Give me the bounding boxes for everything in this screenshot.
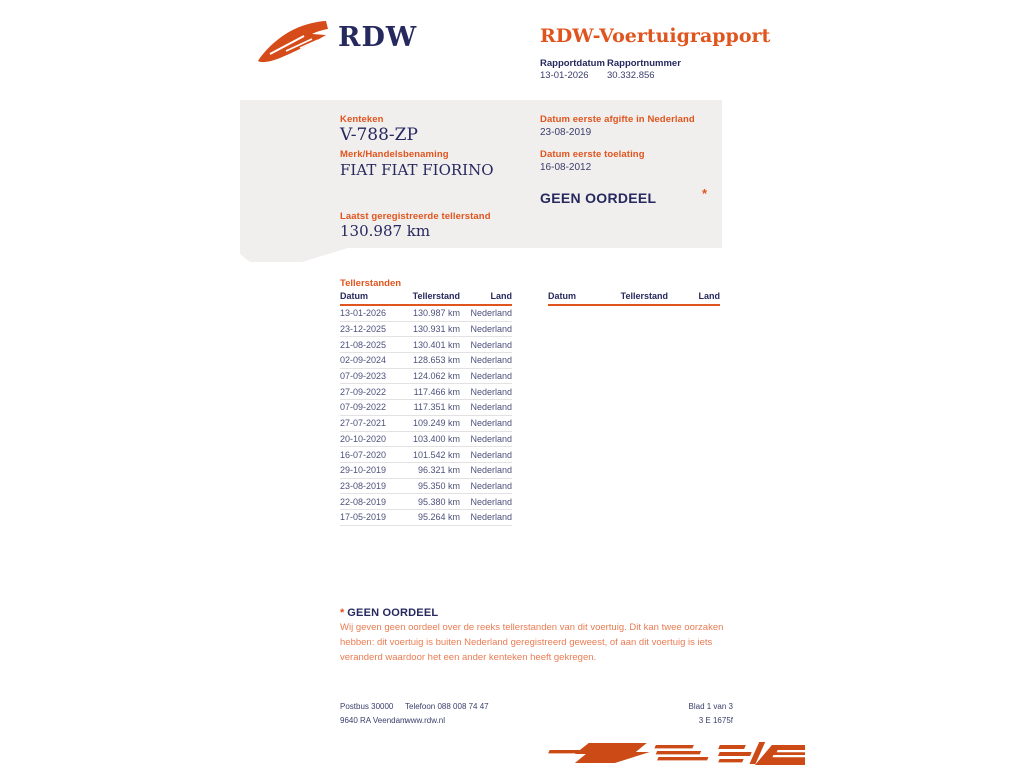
row-date: 02-09-2024 [340,355,387,366]
row-country: Nederland [470,465,512,476]
oordeel-asterisk: * [702,186,708,201]
row-country: Nederland [470,512,512,523]
row-odometer: 124.062 km [412,371,460,382]
footer-form-code: 3 E 1675f [698,716,733,725]
table-row [340,306,512,322]
row-date: 27-09-2022 [340,386,387,397]
row-country: Nederland [470,386,512,397]
afgifte-label: Datum eerste afgifte in Nederland [540,114,695,125]
col-header-datum: Datum [340,291,369,301]
toelating-value: 16-08-2012 [540,162,592,173]
table-row [340,432,512,448]
row-odometer: 117.351 km [413,402,460,413]
footnote-title: GEEN OORDEEL [347,607,439,619]
kenteken-value: V-788-ZP [340,125,418,145]
row-date: 23-12-2025 [340,324,387,335]
report-date-label: Rapportdatum [540,58,605,69]
row-odometer: 96.321 km [417,465,460,476]
footer-page-info [600,700,733,728]
footer-city: 9640 RA Veendam [340,716,407,725]
footer-page-number: Blad 1 van 3 [688,702,733,711]
footnote-asterisk: * [340,607,345,619]
merk-label: Merk/Handelsbenaming [340,149,449,160]
row-odometer: 95.264 km [417,512,460,523]
row-odometer: 130.987 km [412,308,460,319]
row-country: Nederland [470,324,512,335]
table-row [340,463,512,479]
row-country: Nederland [470,418,512,429]
row-date: 29-10-2019 [340,465,387,476]
row-country: Nederland [470,402,512,413]
footer-postbus: Postbus 30000 [340,702,394,711]
table-row [340,494,512,510]
table-row [340,337,512,353]
report-number-label: Rapportnummer [607,58,681,69]
report-date-value: 13-01-2026 [540,70,589,81]
table-row [340,510,512,526]
table-row [340,369,512,385]
row-country: Nederland [470,496,512,507]
row-date: 07-09-2023 [340,371,387,382]
footer-address [340,700,407,728]
row-odometer: 128.653 km [412,355,460,366]
rdw-logo-text: RDW [338,22,418,53]
footer-contact [405,700,489,728]
row-odometer: 95.380 km [417,496,460,507]
row-date: 20-10-2020 [340,433,387,444]
table-row [340,447,512,463]
row-date: 13-01-2026 [340,308,387,319]
col-header-tellerstand: Tellerstand [412,291,460,301]
row-country: Nederland [470,339,512,350]
row-odometer: 101.542 km [412,449,460,460]
row-country: Nederland [470,355,512,366]
row-odometer: 95.350 km [417,480,460,491]
table-header-row [548,291,720,306]
row-odometer: 103.400 km [412,433,460,444]
row-date: 23-08-2019 [340,480,387,491]
row-country: Nederland [470,308,512,319]
footer-phone: Telefoon 088 008 74 47 [405,702,489,711]
laatste-tellerstand-label: Laatst geregistreerde tellerstand [340,211,491,222]
table-row [340,400,512,416]
col-header-land: Land [490,291,512,301]
row-date: 22-08-2019 [340,496,387,507]
merk-value: FIAT FIAT FIORINO [340,161,494,179]
row-country: Nederland [470,449,512,460]
tellerstanden-section-title: Tellerstanden [340,278,402,289]
row-date: 17-05-2019 [340,512,387,523]
report-number-value: 30.332.856 [607,70,655,81]
table-header-row [340,291,512,306]
row-odometer: 117.466 km [413,386,460,397]
row-odometer: 130.401 km [412,339,460,350]
afgifte-value: 23-08-2019 [540,127,592,138]
table-row [340,479,512,495]
col-header-datum: Datum [548,291,577,301]
row-odometer: 130.931 km [412,324,460,335]
footnote-text: Wij geven geen oordeel over de reeks tellerstanden van dit voertuig. Dit kan twee oorzaken hebben: dit voertuig is buiten Nederland geregistreerd geweest, of aan dit voertuig is iets veranderd waardoor het een ander kenteken heeft gekregen. [340,622,724,663]
col-header-land: Land [698,291,720,301]
table-row [340,416,512,432]
row-date: 07-09-2022 [340,402,387,413]
row-country: Nederland [470,480,512,491]
footer-website: www.rdw.nl [405,716,446,725]
speed-stripes-graphic [543,738,805,768]
row-odometer: 109.249 km [412,418,460,429]
footnote-heading [340,603,438,621]
row-country: Nederland [470,371,512,382]
table-row [340,353,512,369]
table-row [340,384,512,400]
rdw-logo-bird-icon [256,18,334,68]
col-header-tellerstand: Tellerstand [620,291,668,301]
table-body [340,306,512,526]
laatste-tellerstand-value: 130.987 km [340,222,431,240]
toelating-label: Datum eerste toelating [540,149,645,160]
oordeel-badge: GEEN OORDEEL [540,190,657,206]
table-row [340,322,512,338]
row-country: Nederland [470,433,512,444]
odometer-table-left [340,291,512,526]
row-date: 16-07-2020 [340,449,387,460]
row-date: 21-08-2025 [340,339,387,350]
page-title: RDW-Voertuigrapport [540,25,771,47]
row-date: 27-07-2021 [340,418,387,429]
odometer-table-right [548,291,720,306]
kenteken-label: Kenteken [340,114,384,125]
